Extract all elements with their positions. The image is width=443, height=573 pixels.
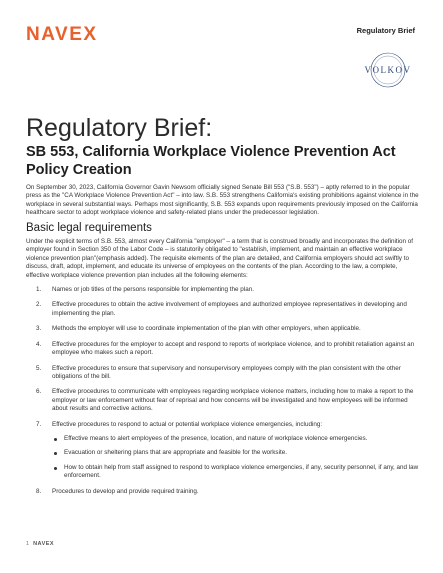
list-item: 4. Effective procedures for the employer to accept and respond to reports of workplace violence, and to prohibit retaliation against an employee who makes such a report. [36, 340, 415, 357]
requirements-list [26, 286, 419, 496]
document-body [26, 184, 419, 503]
sub-list-item: Effective means to alert employees of the presence, location, and nature of workplace violence emergencies. [52, 435, 419, 443]
page-footer [26, 541, 54, 547]
sub-list-item: Evacuation or sheltering plans that are appropriate and feasible for the worksite. [52, 449, 419, 457]
volkov-logo [363, 50, 413, 90]
list-item: 3. Methods the employer will use to coordinate implementation of the plan with other employers, when applicable. [36, 325, 361, 333]
list-item: 2. Effective procedures to obtain the active involvement of employees and authorized employee representatives in developing and implementing the plan. [36, 301, 407, 317]
volkov-logo-text: VOLKOV [364, 65, 412, 75]
emergency-sublist [52, 435, 419, 481]
volkov-logo-mark [363, 50, 413, 90]
page-number: 1 [26, 541, 30, 547]
list-item: 8. Procedures to develop and provide required training. [36, 487, 199, 495]
section-intro-paragraph: Under the explicit terms of S.B. 553, almost every California "employer" – a term that is construed broadly and incorporates the definition of employer found in Section 350 of the Labor Code – is statutorily obligated to "establish, implement, and maintain an effective workplace violence prevention plan"(emphasis added). The requisite elements of the plan are detailed, and California employers should act swiftly to discuss, draft, adopt, implement, and educate its universe of employees on the contents of the plan. According to the law, a complete, effective workplace violence prevention plan includes all the following elements: [26, 238, 414, 279]
document-type-label: Regulatory Brief [356, 26, 415, 35]
list-item: 7. Effective procedures to respond to actual or potential workplace violence emergencies, including: Effective means to alert employees of the presence, location, and nature of workplace violence emergencies. Evacuation or sheltering plans that are appropriate and feasible for the worksite. How to obtain help from staff assigned to respond to workplace violence emergencies, if any, security personnel, if any, and law enforcement. [36, 420, 419, 480]
footer-brand: NAVEX [33, 541, 55, 547]
page-title: Regulatory Brief: [26, 114, 213, 142]
page-subtitle: SB 553, California Workplace Violence Prevention Act Policy Creation [26, 144, 396, 178]
sub-list-item: How to obtain help from staff assigned to respond to workplace violence emergencies, if any, security personnel, if any, and law enforcement. [52, 464, 419, 481]
list-item: 5. Effective procedures to ensure that supervisory and nonsupervisory employees comply with the plan consistent with the other obligations of the bill. [36, 364, 401, 380]
list-item: 6. Effective procedures to communicate with employees regarding workplace violence matters, including how to make a report to the employer or law enforcement without fear of reprisal and how concerns will be investigated and how employees will be informed about results and corrective actions. [36, 388, 414, 413]
intro-paragraph: On September 30, 2023, California Governor Gavin Newsom officially signed Senate Bill 553 ("S.B. 553") – aptly referred to in the popular press as the "CA Workplace Violence Prevention Act" – into law. S.B. 553 strengthens California's existing prohibitions against violence in the workplace in several substantial ways. Perhaps most significantly, S.B. 553 expands upon requirements previously imposed on the California healthcare sector to adopt workplace violence and safety-related plans under the predecessor legislation. [26, 184, 419, 217]
navex-logo: NAVEX [26, 24, 98, 45]
section-heading: Basic legal requirements [26, 221, 152, 234]
list-item: 1. Names or job titles of the persons responsible for implementing the plan. [36, 286, 254, 294]
